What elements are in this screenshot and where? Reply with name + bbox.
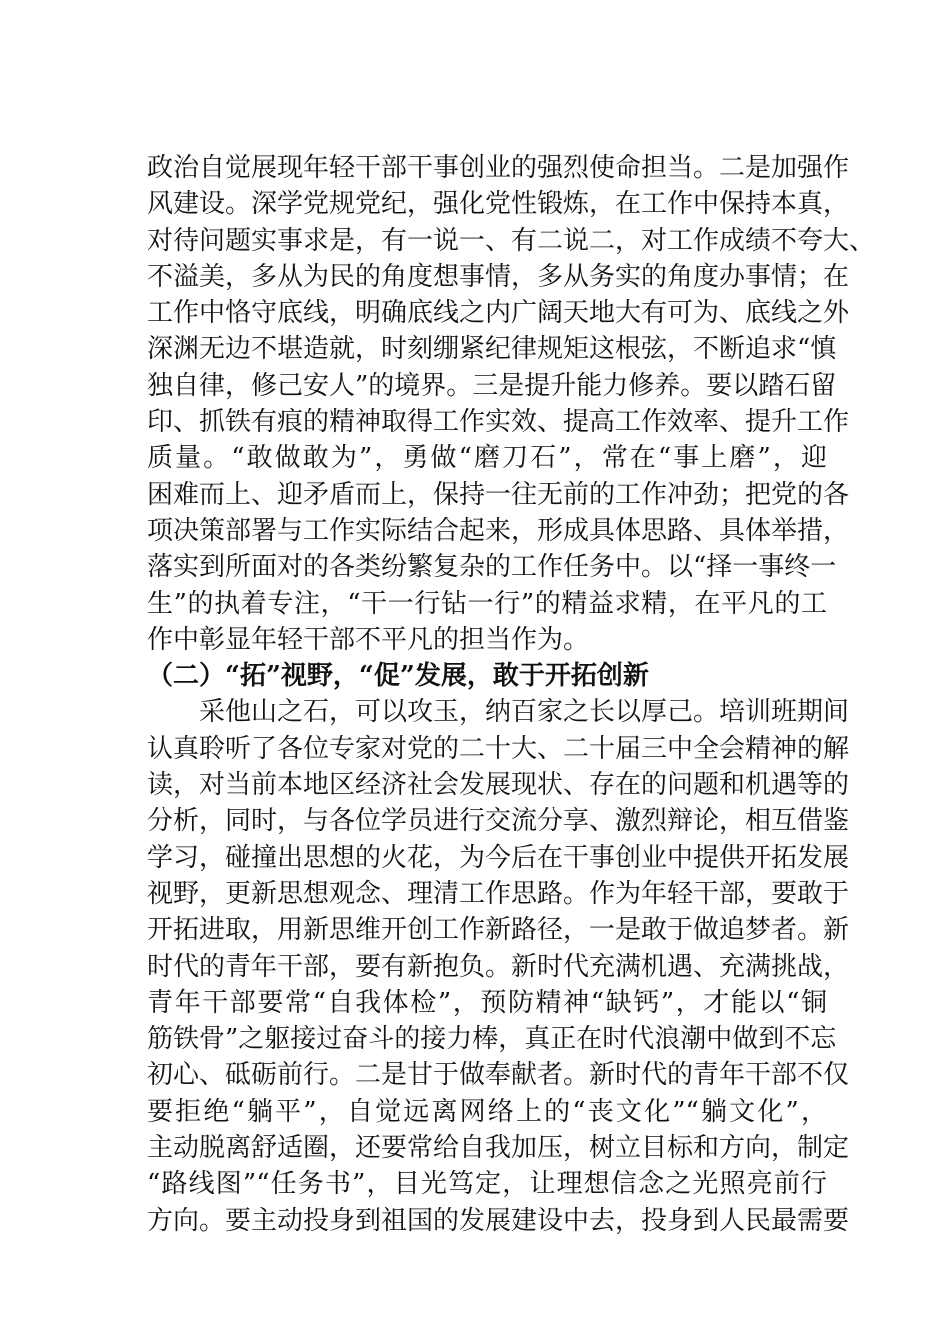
text-line: 开拓进取，用新思维开创工作新路径，一是敢于做追梦者。新 — [147, 915, 850, 946]
text-line: 认真聆听了各位专家对党的二十大、二十届三中全会精神的解 — [147, 733, 850, 764]
text-line: 筋铁骨”之躯接过奋斗的接力棒，真正在时代浪潮中做到不忘 — [147, 1024, 837, 1055]
text-line: 风建设。深学党规党纪，强化党性锻炼，在工作中保持本真， — [147, 189, 850, 220]
text-line: 要拒绝“躺平”，自觉远离网络上的“丧文化”“躺文化”， — [147, 1096, 827, 1127]
text-line: 时代的青年干部，要有新抱负。新时代充满机遇、充满挑战， — [147, 951, 850, 982]
text-line: 困难而上、迎矛盾而上，保持一往无前的工作冲劲；把党的各 — [147, 479, 850, 510]
text-line: “路线图”“任务书”，目光笃定，让理想信念之光照亮前行 — [147, 1169, 827, 1200]
text-line: 深渊无边不堪造就，时刻绷紧纪律规矩这根弦，不断追求“慎 — [147, 334, 837, 365]
text-line: 初心、砥砺前行。二是甘于做奉献者。新时代的青年干部不仅 — [147, 1060, 850, 1091]
paragraph-1 — [147, 150, 876, 658]
text-line: 工作中恪守底线，明确底线之内广阔天地大有可为、底线之外 — [147, 298, 850, 329]
text-line: 项决策部署与工作实际结合起来，形成具体思路、具体举措， — [147, 515, 850, 546]
text-line: 质量。“敢做敢为”，勇做“磨刀石”，常在“事上磨”，迎 — [147, 443, 827, 474]
paragraph-2 — [147, 694, 850, 1238]
text-line: 分析，同时，与各位学员进行交流分享、激烈辩论，相互借鉴 — [147, 806, 850, 837]
text-line: 采他山之石，可以攻玉，纳百家之长以厚己。培训班期间 — [199, 697, 850, 728]
section-heading: （二）“拓”视野，“促”发展，敢于开拓创新 — [147, 661, 649, 692]
text-line: 视野，更新思想观念、理清工作思路。作为年轻干部，要敢于 — [147, 878, 850, 909]
text-line: 生”的执着专注，“干一行钻一行”的精益求精，在平凡的工 — [147, 588, 827, 619]
text-line: 落实到所面对的各类纷繁复杂的工作任务中。以“择一事终一 — [147, 552, 837, 583]
text-line: 对待问题实事求是，有一说一、有二说二，对工作成绩不夸大、 — [147, 225, 876, 256]
text-line: 主动脱离舒适圈，还要常给自我加压，树立目标和方向，制定 — [147, 1133, 850, 1164]
document-body — [147, 150, 876, 1239]
text-line: 学习，碰撞出思想的火花，为今后在干事创业中提供开拓发展 — [147, 842, 850, 873]
text-line: 读，对当前本地区经济社会发展现状、存在的问题和机遇等的 — [147, 770, 850, 801]
text-line: 作中彰显年轻干部不平凡的担当作为。 — [147, 624, 590, 655]
text-line: 印、抓铁有痕的精神取得工作实效、提高工作效率、提升工作 — [147, 407, 850, 438]
text-line: 政治自觉展现年轻干部干事创业的强烈使命担当。二是加强作 — [147, 153, 850, 183]
text-line: 青年干部要常“自我体检”，预防精神“缺钙”，才能以“铜 — [147, 987, 827, 1018]
text-line: 方向。要主动投身到祖国的发展建设中去，投身到人民最需要 — [147, 1205, 850, 1236]
text-line: 独自律，修己安人”的境界。三是提升能力修养。要以踏石留 — [147, 370, 837, 401]
text-line: 不溢美，多从为民的角度想事情，多从务实的角度办事情；在 — [147, 261, 850, 292]
